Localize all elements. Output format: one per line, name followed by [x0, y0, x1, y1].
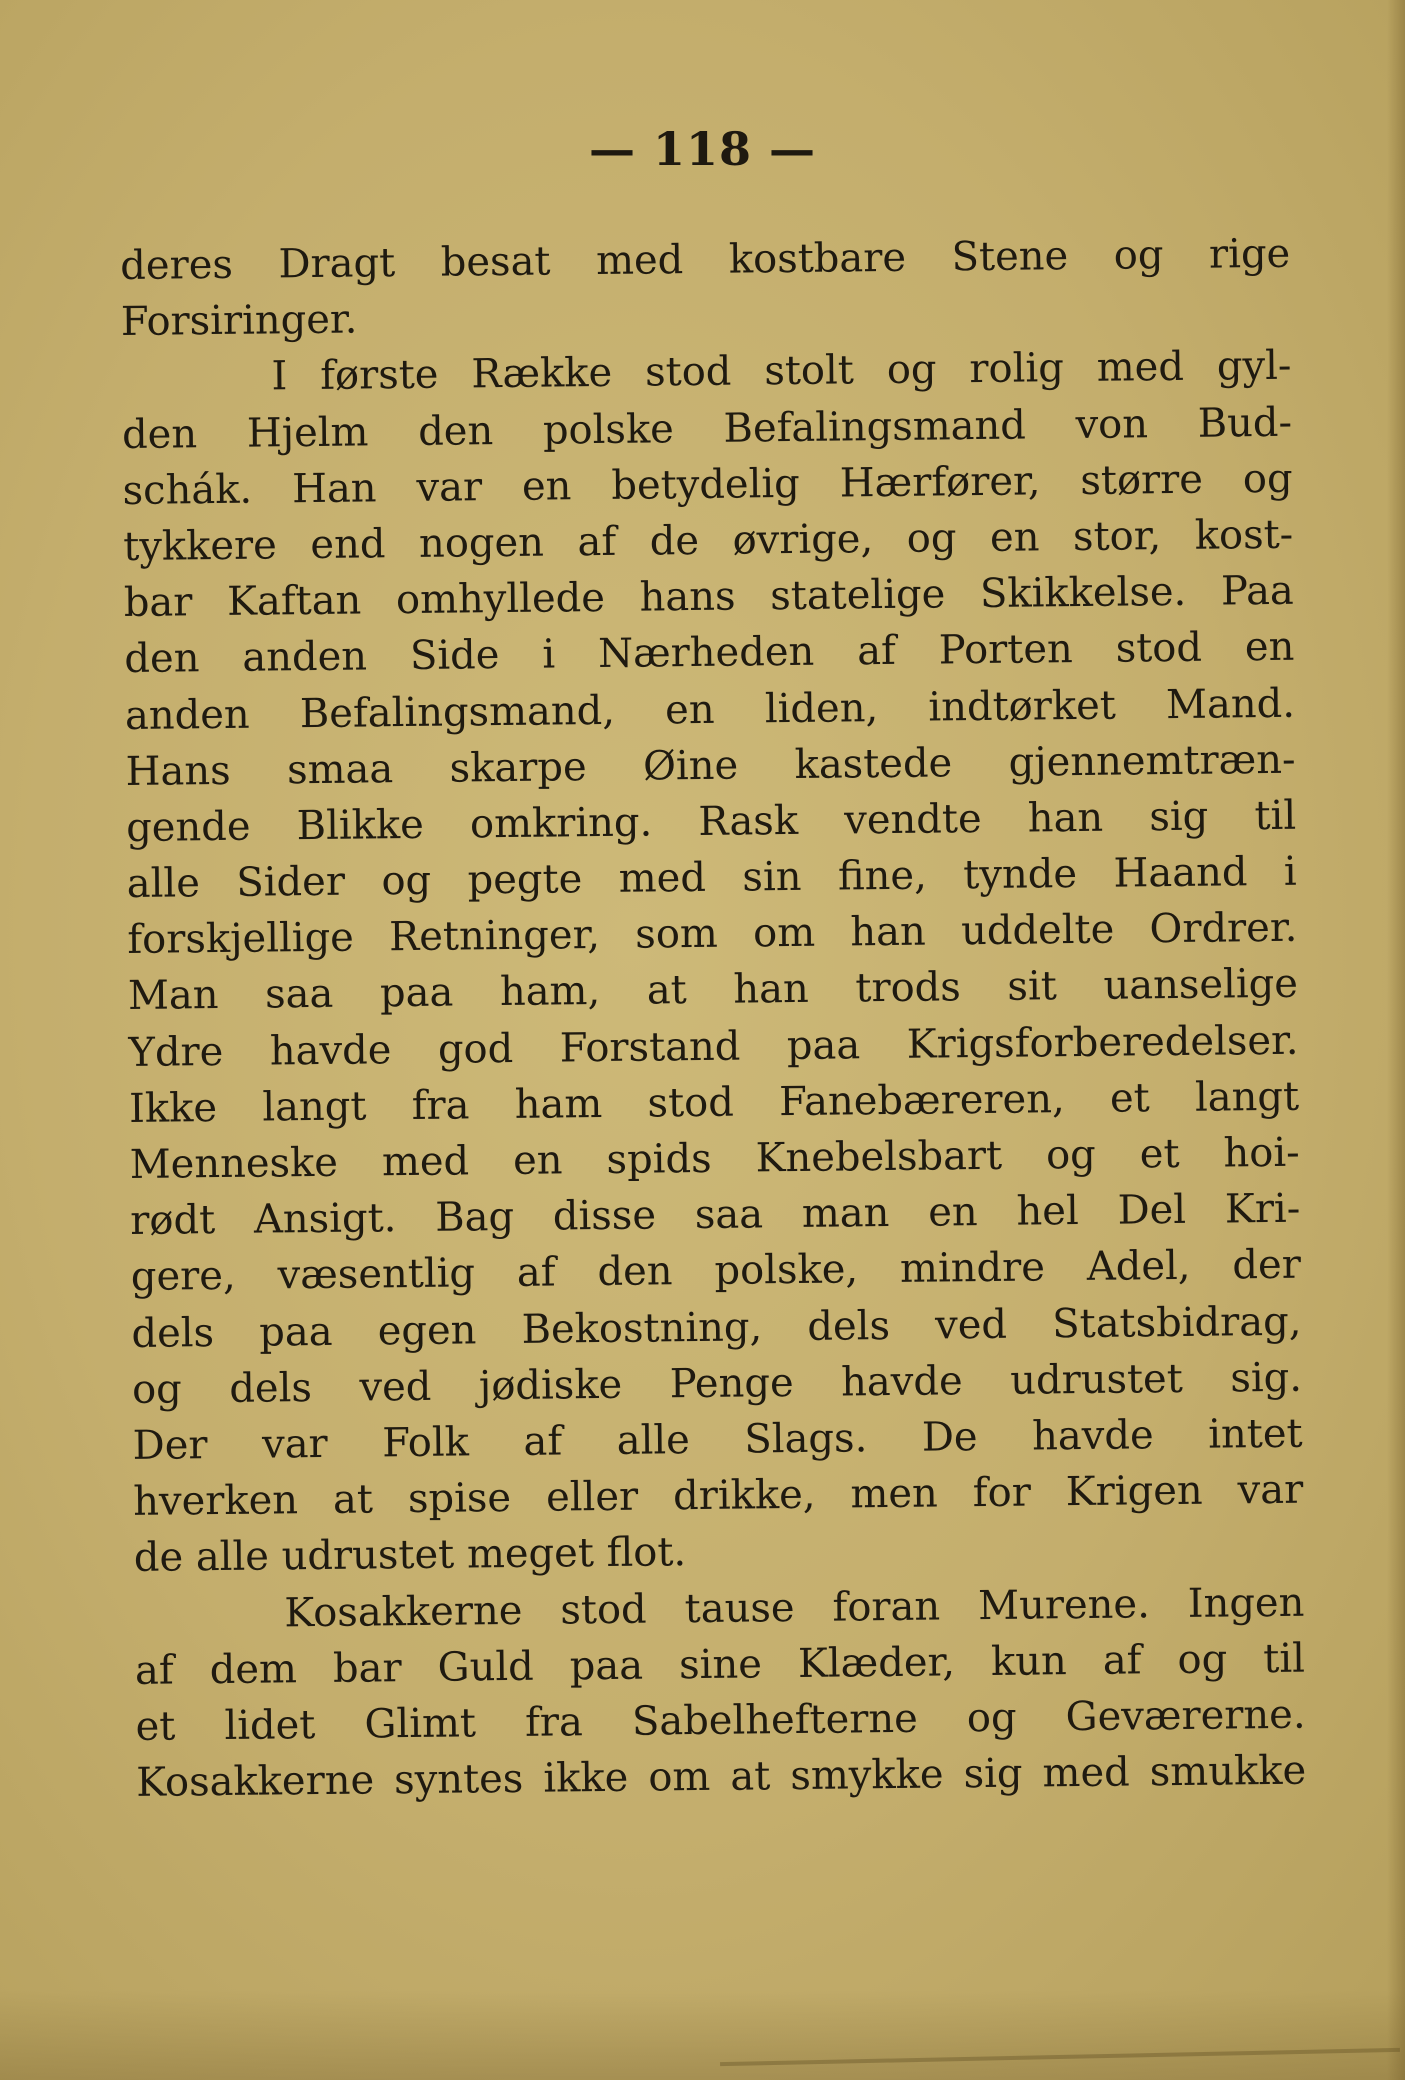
text-line: deres Dragt besat med kostbare Stene og rige	[120, 230, 1291, 289]
text-line: Menneske med en spids Knebelsbart og et hoi-	[129, 1129, 1300, 1188]
page-bottom-shadow	[0, 1990, 1405, 2080]
text-line: Man saa paa ham, at han trods sit uanselige	[127, 961, 1299, 1020]
text-line: forskjellige Retninger, som om han uddelte Ordrer.	[127, 904, 1298, 964]
text-line: Ydre havde god Forstand paa Krigsforberedelser.	[128, 1017, 1299, 1076]
text-line: rødt Ansigt. Bag disse saa man en hel Del Kri-	[130, 1185, 1301, 1245]
text-line: schák. Han var en betydelig Hærfører, større og	[122, 455, 1293, 514]
text-line: I første Række stod stolt og rolig med gyl-	[271, 343, 1292, 400]
text-line: dels paa egen Bekostning, dels ved Statsbidrag,	[131, 1298, 1302, 1357]
text-line: Hans smaa skarpe Øine kastede gjennemtræn-	[125, 736, 1296, 795]
text-line: anden Befalingsmand, en liden, indtørket Mand.	[124, 680, 1296, 739]
text-line: et lidet Glimt fra Sabelhefterne og Geværerne.	[135, 1691, 1306, 1750]
text-line: gende Blikke omkring. Rask vendte han sig til	[125, 792, 1297, 851]
text-line: gere, væsentlig af den polske, mindre Adel, der	[130, 1242, 1302, 1301]
text-line: bar Kaftan omhyllede hans statelige Skikkelse. Paa	[123, 567, 1295, 627]
text-line: Ikke langt fra ham stod Fanebæreren, et langt	[128, 1073, 1300, 1132]
body-text	[120, 226, 1306, 1811]
text-line: den Hjelm den polske Befalingsmand von Bud-	[121, 399, 1293, 458]
text-line: Kosakkerne syntes ikke om at smykke sig med smukke	[135, 1747, 1307, 1806]
text-line: Forsiringer.	[120, 296, 358, 346]
text-line: og dels ved jødiske Penge havde udrustet sig.	[131, 1354, 1303, 1413]
text-line: de alle udrustet meget flot.	[133, 1529, 687, 1582]
page-edge-shadow	[1387, 0, 1405, 2080]
page-number: — 118 —	[588, 122, 817, 176]
text-line: hverken at spise eller drikke, men for Krigen var	[132, 1466, 1304, 1526]
text-line: af dem bar Guld paa sine Klæder, kun af og til	[134, 1635, 1306, 1694]
text-line: Kosakkerne stod tause foran Murene. Ingen	[284, 1579, 1305, 1636]
text-line: Der var Folk af alle Slags. De havde intet	[132, 1410, 1303, 1469]
text-line: den anden Side i Nærheden af Porten stod en	[124, 624, 1295, 683]
text-line: alle Sider og pegte med sin fine, tynde Haand i	[126, 848, 1297, 908]
text-line: tykkere end nogen af de øvrige, og en stor, kost-	[122, 511, 1294, 570]
